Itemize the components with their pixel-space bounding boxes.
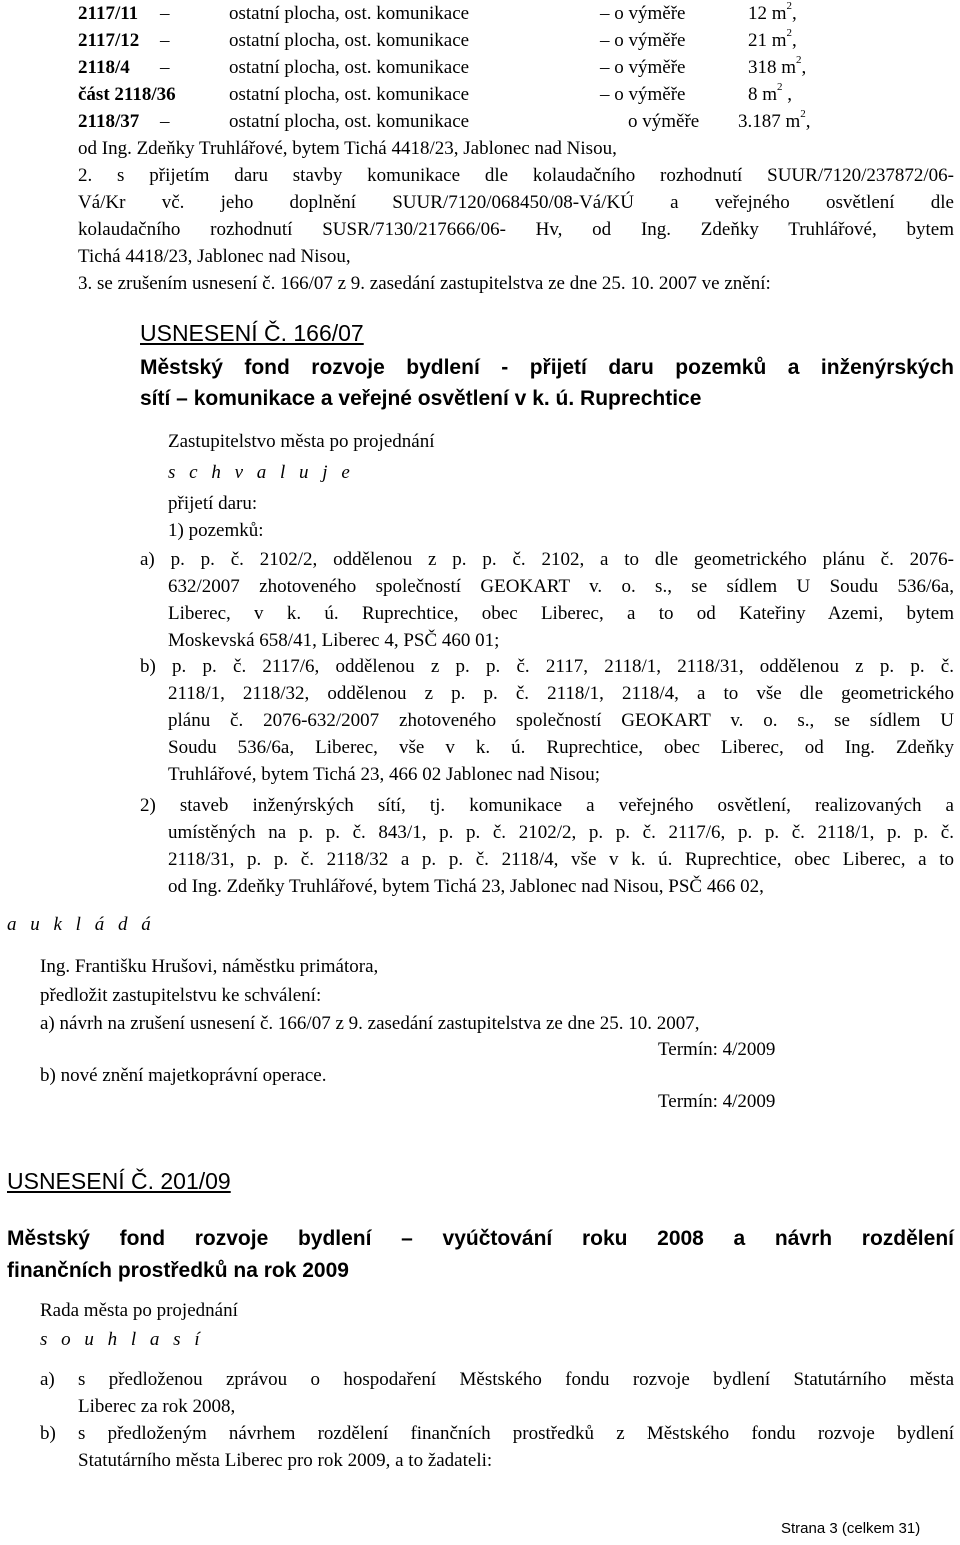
parcel-number: 2118/37	[78, 111, 140, 132]
item-2-structures-line: od Ing. Zdeňky Truhlářové, bytem Tichá 23, Jablonec nad Nisou, PSČ 466 02,	[168, 876, 764, 897]
subitem-b-line: 2118/1, 2118/32, oddělenou z p. p. č. 2118/1, 2118/4, a to vše dle geometrického	[168, 683, 954, 704]
area-value: 12 $m^2$,	[748, 0, 797, 24]
parcel-number: 2117/11	[78, 3, 139, 24]
resolution-title: sítí – komunikace a veřejné osvětlení v k. ú. Ruprechtice	[140, 387, 702, 410]
list-marker: a)	[40, 1369, 55, 1390]
resolution-title: finančních prostředků na rok 2009	[7, 1259, 349, 1282]
area-value: 3.187 $m^2$,	[738, 108, 811, 132]
resolution-intro: Rada města po projednání	[40, 1300, 238, 1321]
resolution-heading: USNESENÍ Č. 201/09	[7, 1168, 231, 1194]
assignee: Ing. Františku Hrušovi, náměstku primátora,	[40, 956, 379, 977]
list-item-a-line: s předloženou zprávou o hospodaření Městského fondu rozvoje bydlení Statutárního města	[78, 1369, 954, 1390]
subitem-a-line: Moskevská 658/41, Liberec 4, PSČ 460 01;	[168, 630, 500, 651]
area-value: 21 $m^2$,	[748, 27, 797, 51]
subitem-label: 1) pozemků:	[168, 520, 264, 541]
item-2-line: Tichá 4418/23, Jablonec nad Nisou,	[78, 246, 351, 267]
list-item-a-line: Liberec za rok 2008,	[78, 1396, 236, 1417]
list-item-b-line: Statutárního města Liberec pro rok 2009, a to žadateli:	[78, 1450, 493, 1471]
page-footer: Strana 3 (celkem 31)	[781, 1520, 921, 1537]
area-label: – o výměře	[600, 30, 686, 51]
parcel-number: 2117/12	[78, 30, 140, 51]
resolution-heading: USNESENÍ Č. 166/07	[140, 320, 364, 346]
area-value: 318 $m^2$,	[748, 54, 807, 78]
area-label: o výměře	[628, 111, 700, 132]
resolution-title: Městský fond rozvoje bydlení - přijetí daru pozemků a inženýrských	[140, 356, 954, 379]
resolution-verb: s o u h l a s í	[40, 1329, 205, 1350]
task-a: a) návrh na zrušení usnesení č. 166/07 z 9. zasedání zastupitelstva ze dne 25. 10. 2007,	[40, 1013, 700, 1034]
subitem-a-line: a) p. p. č. 2102/2, oddělenou z p. p. č. 2102, a to dle geometrického plánu č. 2076-	[140, 549, 954, 570]
parcel-description: ostatní plocha, ost. komunikace	[229, 30, 470, 51]
owner-line: od Ing. Zdeňky Truhlářové, bytem Tichá 4418/23, Jablonec nad Nisou,	[78, 138, 617, 159]
subitem-b-line: plánu č. 2076-632/2007 zhotoveného společností GEOKART v. o. s., se sídlem U	[168, 710, 954, 731]
item-2-structures-line: umístěných na p. p. č. 843/1, p. p. č. 2102/2, p. p. č. 2117/6, p. p. č. 2118/1, p. p. č.	[168, 822, 954, 843]
resolution-verb: s c h v a l u j e	[168, 462, 355, 483]
deadline: Termín: 4/2009	[658, 1091, 776, 1112]
subitem-b-line: Truhlářové, bytem Tichá 23, 466 02 Jablonec nad Nisou;	[168, 764, 601, 785]
accept-label: přijetí daru:	[168, 493, 258, 514]
parcel-description: ostatní plocha, ost. komunikace	[229, 111, 470, 132]
parcel-description: ostatní plocha, ost. komunikace	[229, 57, 470, 78]
parcel-description: ostatní plocha, ost. komunikace	[229, 3, 470, 24]
item-2-structures-line: 2118/31, p. p. č. 2118/32 a p. p. č. 2118/4, vše v k. ú. Ruprechtice, obec Liberec, a to	[168, 849, 954, 870]
item-2-structures-line: 2) staveb inženýrských sítí, tj. komunikace a veřejného osvětlení, realizovaných a	[140, 795, 954, 816]
dash: –	[160, 111, 170, 132]
list-marker: b)	[40, 1423, 56, 1444]
list-item-b-line: s předloženým návrhem rozdělení finančních prostředků z Městského fondu rozvoje bydlení	[78, 1423, 954, 1444]
subitem-b-line: b) p. p. č. 2117/6, oddělenou z p. p. č. 2117, 2118/1, 2118/31, oddělenou z p. p. č.	[140, 656, 954, 677]
subitem-a-line: 632/2007 zhotoveného společností GEOKART v. o. s., se sídlem U Soudu 536/6a,	[168, 576, 954, 597]
parcel-description: ostatní plocha, ost. komunikace	[229, 84, 470, 105]
assign-verb: a u k l á d á	[7, 914, 156, 935]
assignment-task: předložit zastupitelstvu ke schválení:	[40, 985, 322, 1006]
area-label: – o výměře	[600, 57, 686, 78]
parcel-number: část 2118/36	[78, 84, 176, 105]
resolution-title: Městský fond rozvoje bydlení – vyúčtování roku 2008 a návrh rozdělení	[7, 1227, 954, 1250]
area-value: 8 $m^2$ ,	[748, 81, 793, 105]
resolution-intro: Zastupitelstvo města po projednání	[168, 431, 435, 452]
item-3-line: 3. se zrušením usnesení č. 166/07 z 9. zasedání zastupitelstva ze dne 25. 10. 2007 ve znění:	[78, 273, 771, 294]
subitem-a-line: Liberec, v k. ú. Ruprechtice, obec Liberec, a to od Kateřiny Azemi, bytem	[168, 603, 954, 624]
area-label: – o výměře	[600, 3, 686, 24]
subitem-b-line: Soudu 536/6a, Liberec, vše v k. ú. Ruprechtice, obec Liberec, od Ing. Zdeňky	[168, 737, 954, 758]
item-2-line: Vá/Kr vč. jeho doplnění SUUR/7120/068450/08-Vá/KÚ a veřejného osvětlení dle	[78, 192, 954, 213]
deadline: Termín: 4/2009	[658, 1039, 776, 1060]
dash: –	[160, 30, 170, 51]
dash: –	[160, 3, 170, 24]
task-b: b) nové znění majetkoprávní operace.	[40, 1065, 327, 1086]
area-label: – o výměře	[600, 84, 686, 105]
item-2-line: 2. s přijetím daru stavby komunikace dle kolaudačního rozhodnutí SUUR/7120/237872/06-	[78, 165, 954, 186]
item-2-line: kolaudačního rozhodnutí SUSR/7130/217666/06- Hv, od Ing. Zdeňky Truhlářové, bytem	[78, 219, 954, 240]
dash: –	[160, 57, 170, 78]
parcel-number: 2118/4	[78, 57, 130, 78]
